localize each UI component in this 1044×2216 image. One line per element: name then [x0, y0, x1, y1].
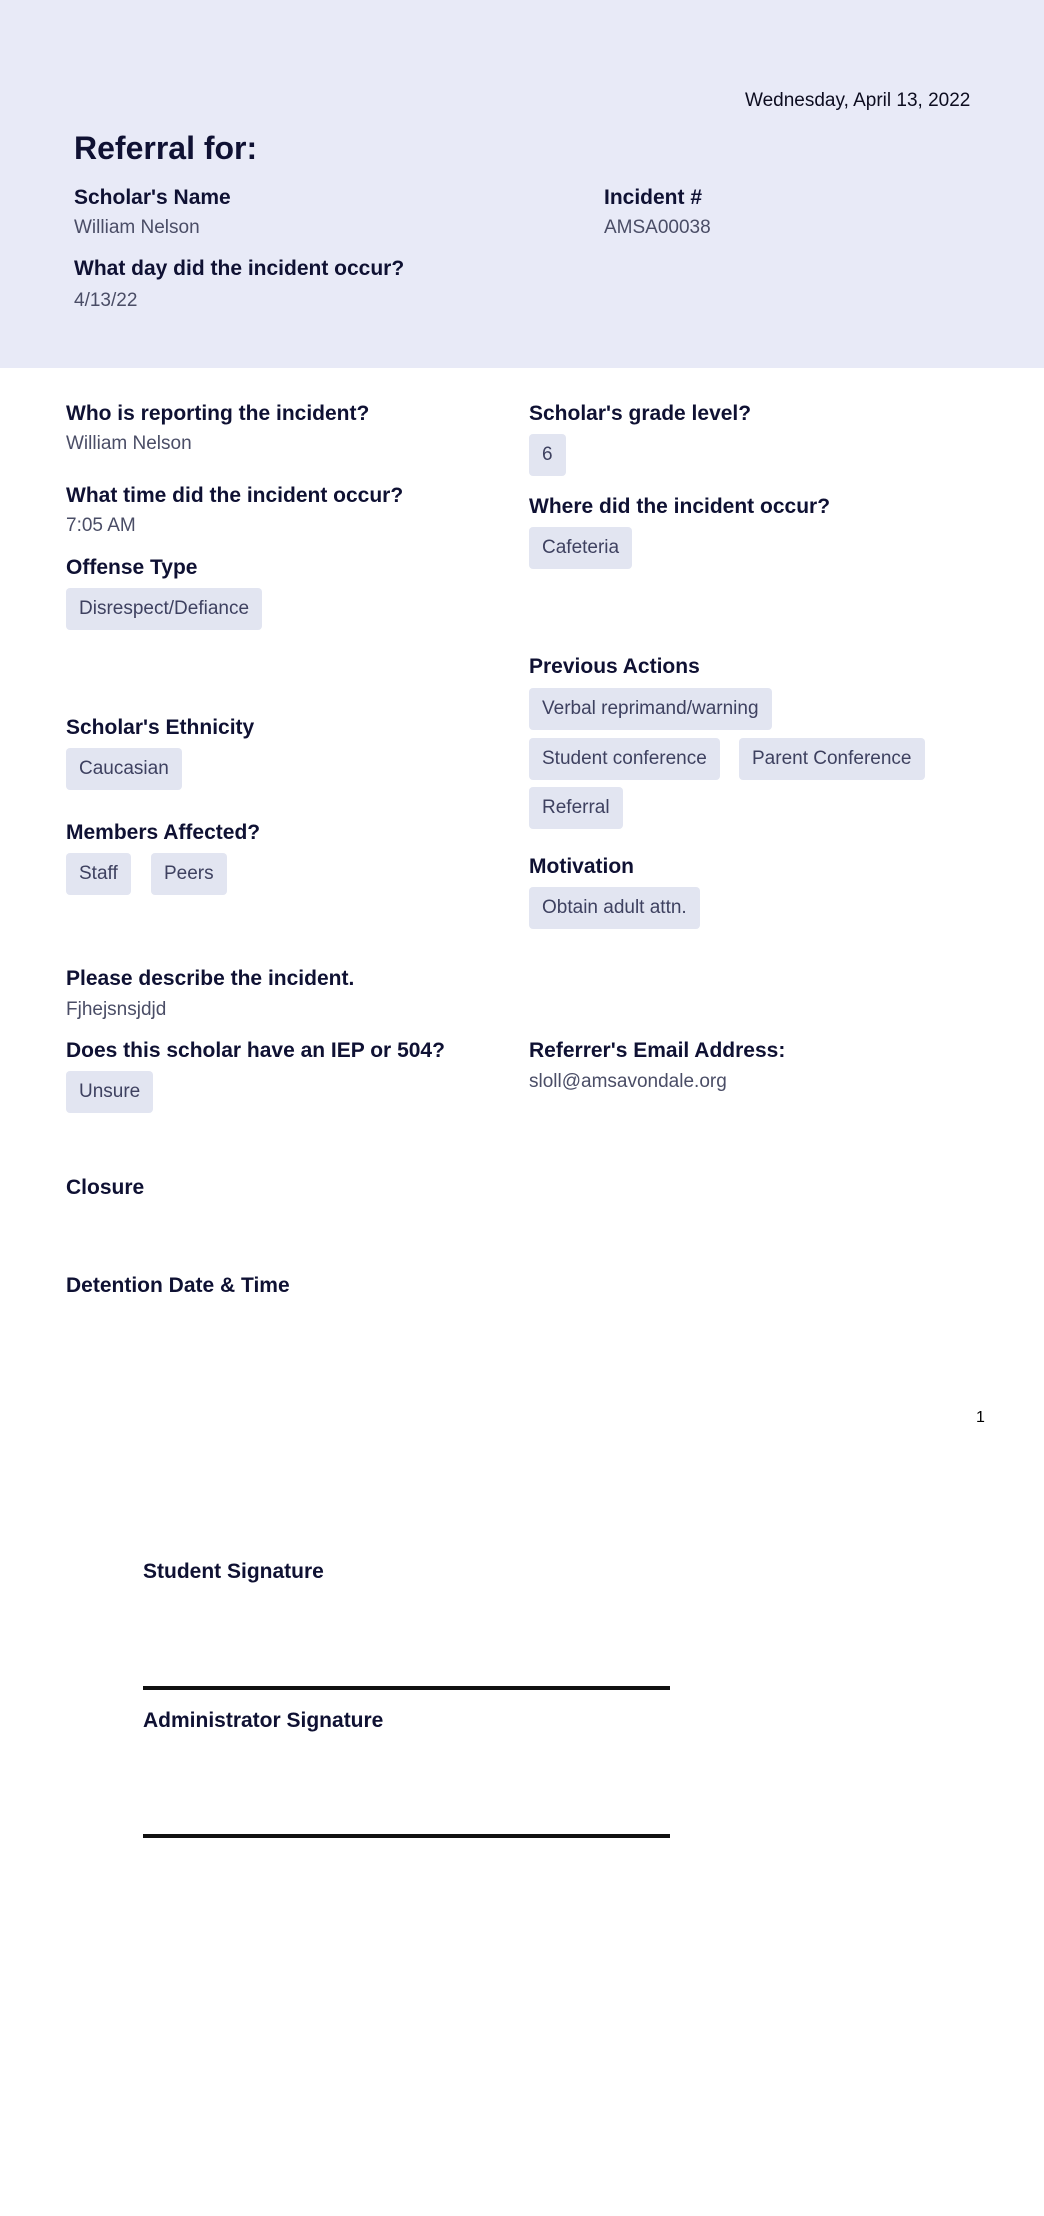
incident-time-label: What time did the incident occur? — [66, 484, 404, 507]
incident-number-label: Incident # — [604, 186, 703, 209]
iep-504-label: Does this scholar have an IEP or 504? — [66, 1039, 445, 1062]
motivation-label: Motivation — [529, 855, 634, 878]
student-signature-line — [143, 1686, 670, 1690]
grade-level-chip: 6 — [529, 434, 566, 476]
incident-day-value: 4/13/22 — [74, 290, 138, 311]
previous-actions-label: Previous Actions — [529, 655, 700, 678]
motivation-chip: Obtain adult attn. — [529, 887, 700, 929]
administrator-signature-line — [143, 1834, 670, 1838]
describe-incident-value: Fjhejsnsjdjd — [66, 999, 167, 1020]
iep-504-chip: Unsure — [66, 1071, 153, 1113]
members-affected-label: Members Affected? — [66, 821, 261, 844]
referrer-email-label: Referrer's Email Address: — [529, 1039, 786, 1062]
members-chip-peers: Peers — [151, 853, 227, 895]
offense-type-chip: Disrespect/Defiance — [66, 588, 262, 630]
page-title: Referral for: — [74, 130, 258, 166]
grade-level-label: Scholar's grade level? — [529, 402, 752, 425]
incident-time-value: 7:05 AM — [66, 515, 136, 536]
header-panel — [0, 0, 1044, 368]
detention-date-time-label: Detention Date & Time — [66, 1274, 290, 1297]
previous-action-chip: Student conference — [529, 738, 720, 780]
ethnicity-label: Scholar's Ethnicity — [66, 716, 255, 739]
scholar-name-label: Scholar's Name — [74, 186, 231, 209]
ethnicity-chip: Caucasian — [66, 748, 182, 790]
reporter-value: William Nelson — [66, 433, 192, 454]
describe-incident-label: Please describe the incident. — [66, 967, 355, 990]
scholar-name-value: William Nelson — [74, 217, 200, 238]
previous-action-chip: Parent Conference — [739, 738, 925, 780]
previous-action-chip: Verbal reprimand/warning — [529, 688, 772, 730]
reporter-label: Who is reporting the incident? — [66, 402, 370, 425]
administrator-signature-label: Administrator Signature — [143, 1709, 384, 1732]
referrer-email-value: sloll@amsavondale.org — [529, 1071, 727, 1092]
previous-action-chip: Referral — [529, 787, 623, 829]
closure-label: Closure — [66, 1176, 145, 1199]
student-signature-label: Student Signature — [143, 1560, 324, 1583]
incident-location-label: Where did the incident occur? — [529, 495, 831, 518]
incident-day-label: What day did the incident occur? — [74, 257, 405, 280]
page-number: 1 — [976, 1409, 985, 1426]
incident-number-value: AMSA00038 — [604, 217, 711, 238]
offense-type-label: Offense Type — [66, 556, 198, 579]
report-date: Wednesday, April 13, 2022 — [745, 90, 971, 111]
incident-location-chip: Cafeteria — [529, 527, 632, 569]
members-chip-staff: Staff — [66, 853, 131, 895]
